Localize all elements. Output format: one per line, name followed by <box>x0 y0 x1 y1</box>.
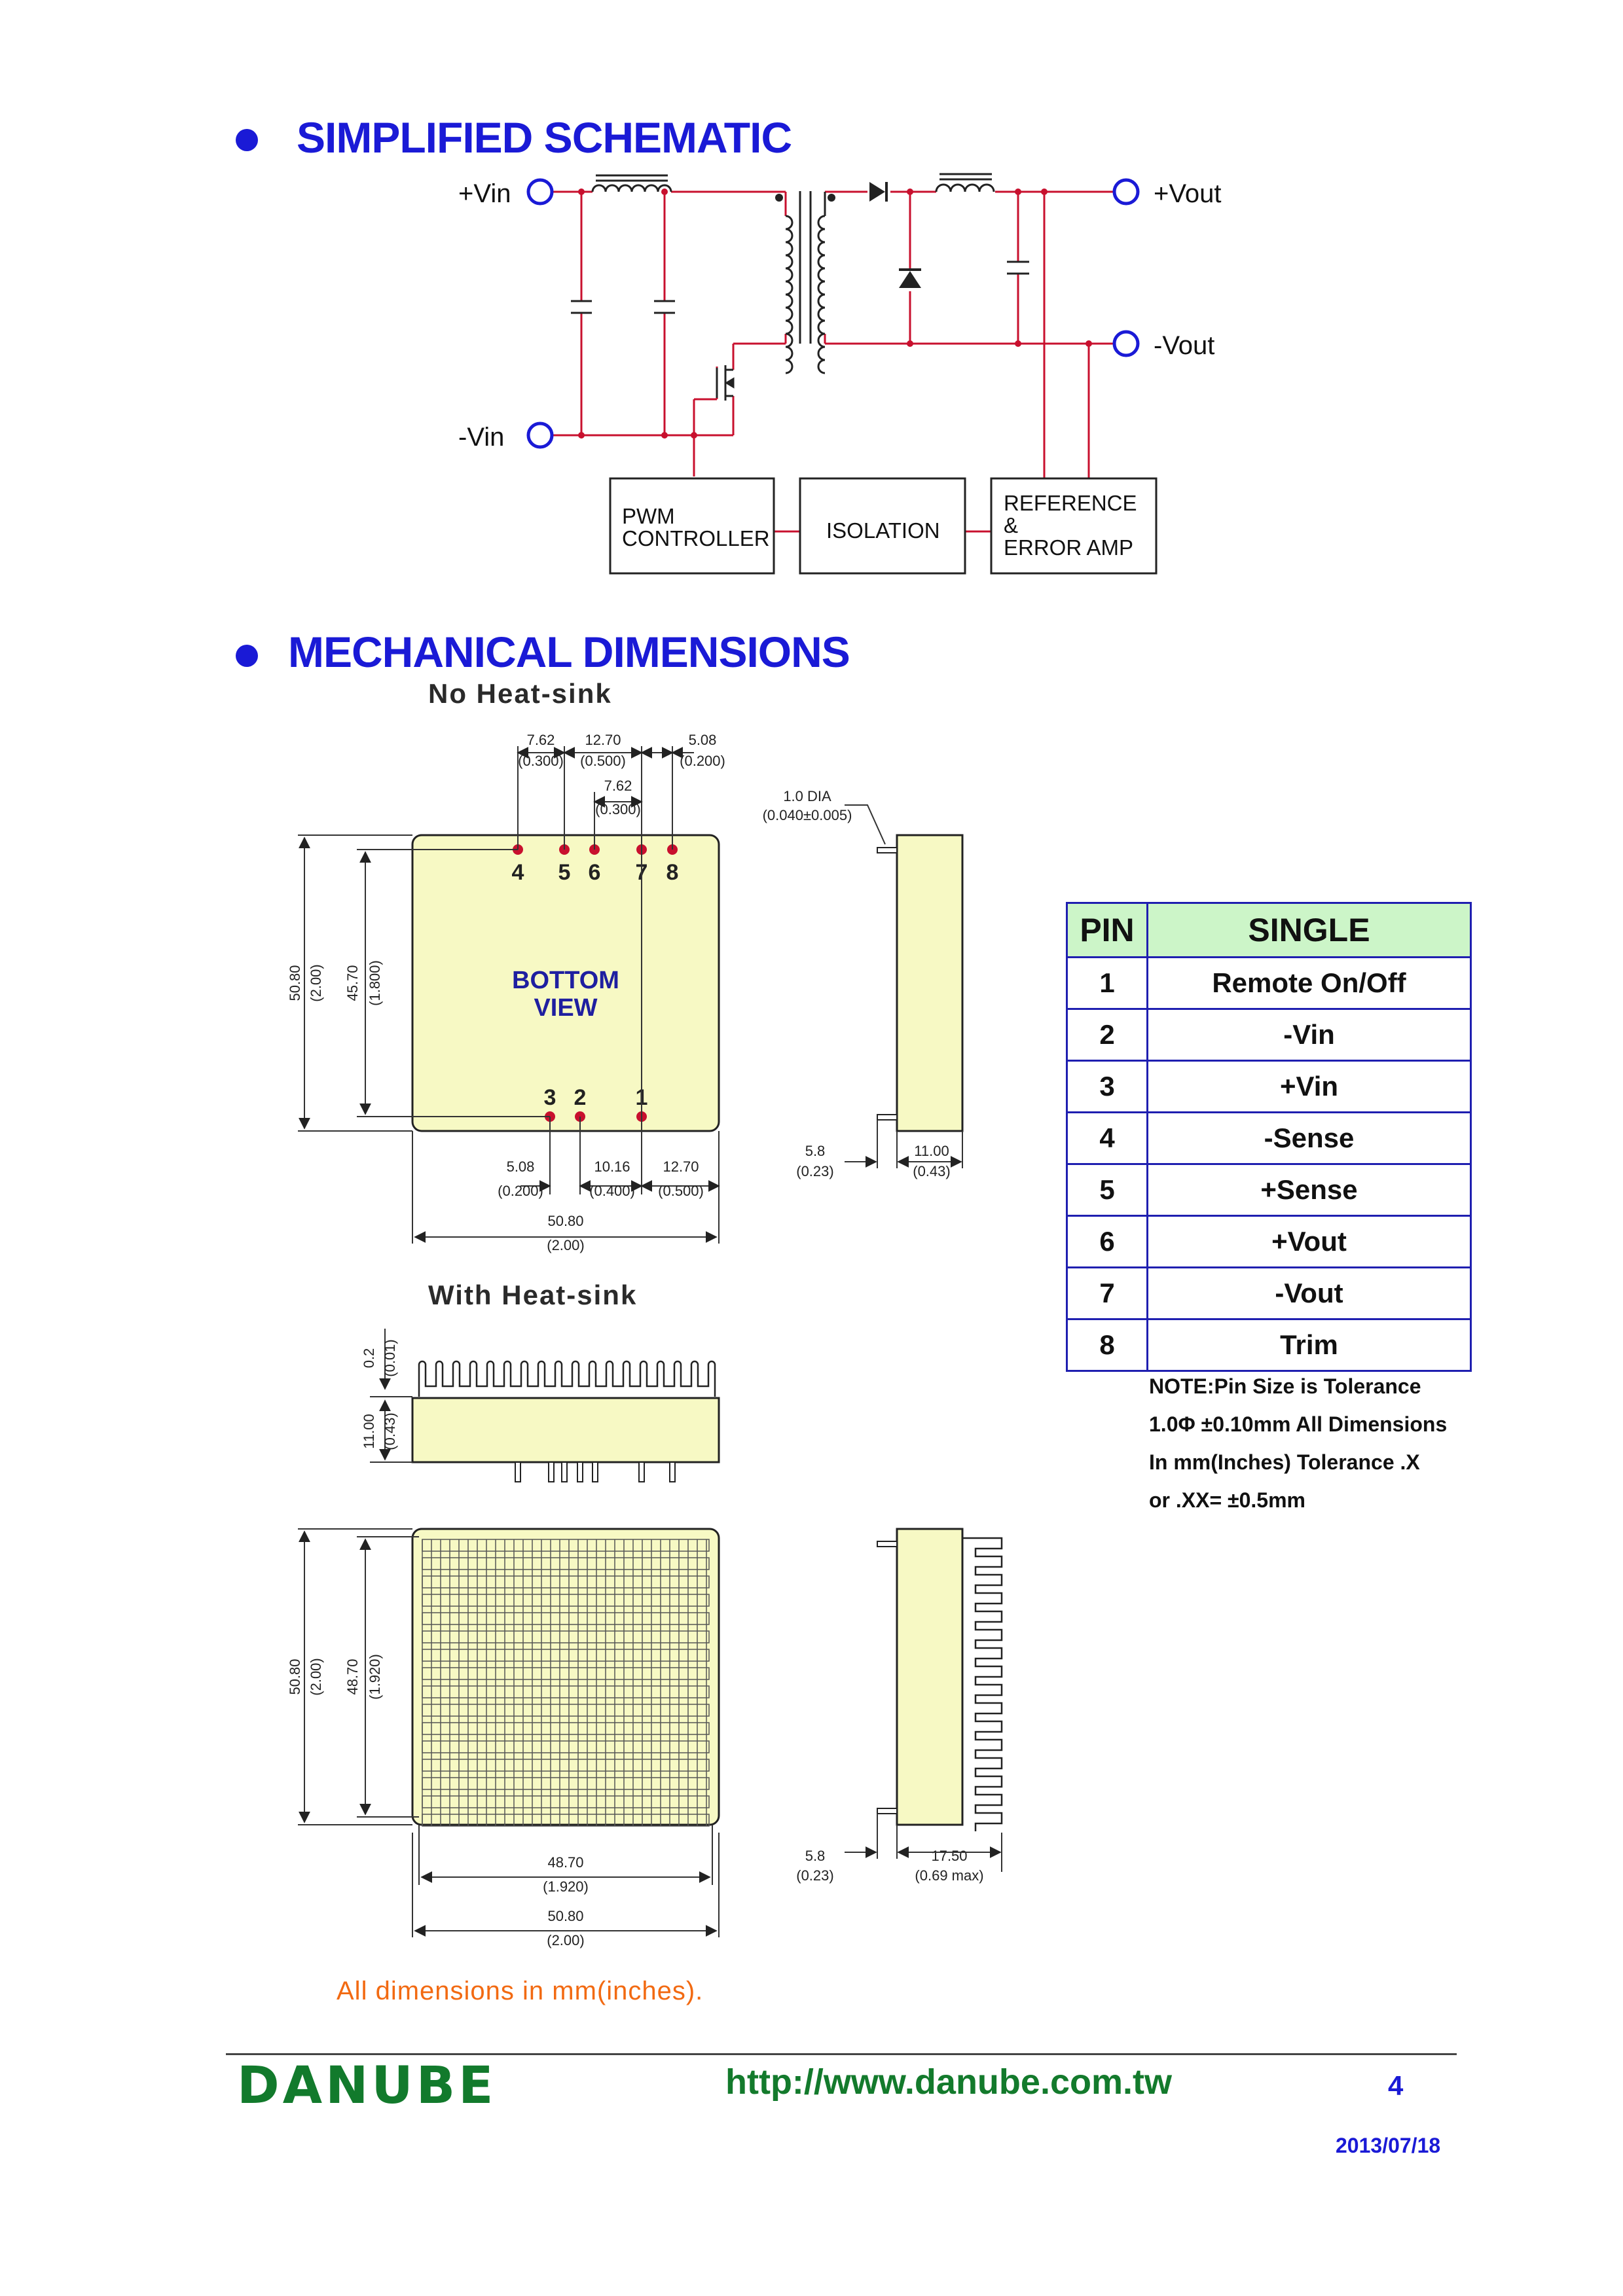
pin-num-8: 8 <box>666 860 679 885</box>
note-line-1: NOTE:Pin Size is Tolerance <box>1149 1374 1421 1398</box>
hs-left-dim-2-in: (1.920) <box>367 1654 383 1700</box>
side-pin-mm: 5.8 <box>805 1143 826 1159</box>
heatsink-top-view <box>412 1529 719 1826</box>
left-dim-2-in: (1.800) <box>367 960 383 1006</box>
hs-gap-mm: 0.2 <box>361 1348 377 1369</box>
pin-cell: 7 <box>1067 1268 1148 1319</box>
hs-side-height-mm: 17.50 <box>931 1848 968 1864</box>
hs-body-in: (0.43) <box>382 1412 398 1450</box>
ref-label-2: & <box>1004 513 1019 537</box>
note-line-4: or .XX= ±0.5mm <box>1149 1488 1305 1512</box>
bottom-view-label-1: BOTTOM <box>512 967 619 994</box>
left-dim-1-in: (2.00) <box>308 964 324 1002</box>
pin-cell: 8 <box>1067 1319 1148 1371</box>
ref-label-1: REFERENCE <box>1004 491 1137 515</box>
ref-label-3: ERROR AMP <box>1004 535 1134 560</box>
function-cell: +Sense <box>1148 1164 1471 1216</box>
vout-minus-terminal <box>1114 332 1138 355</box>
pin-num-6: 6 <box>588 860 601 885</box>
rectifier-diode <box>869 182 885 202</box>
document-date: 2013/07/18 <box>1336 2134 1441 2157</box>
dim-top-1-in: (0.300) <box>518 753 564 769</box>
dim-top-3-mm: 5.08 <box>688 732 717 748</box>
dim-width-mm: 50.80 <box>547 1213 584 1229</box>
pwm-label-2: CONTROLLER <box>622 526 770 550</box>
vin-plus-label: +Vin <box>458 179 511 208</box>
dim-top-3-in: (0.200) <box>680 753 725 769</box>
bottom-view-label-2: VIEW <box>534 994 598 1022</box>
vin-minus-label: -Vin <box>458 423 505 452</box>
schematic-title: SIMPLIFIED SCHEMATIC <box>297 113 792 162</box>
website-link[interactable]: http://www.danube.com.tw <box>725 2062 1172 2102</box>
hs-left-dim-1-in: (2.00) <box>308 1658 324 1696</box>
pin-num-2: 2 <box>574 1085 587 1110</box>
pin-cell: 1 <box>1067 958 1148 1009</box>
dimensions-note: All dimensions in mm(inches). <box>337 1977 704 2005</box>
mechanical-title: MECHANICAL DIMENSIONS <box>288 628 850 676</box>
dim-bottom-1-mm: 5.08 <box>506 1158 535 1175</box>
isolation-label: ISOLATION <box>826 518 940 543</box>
side-height-in: (0.43) <box>913 1163 951 1179</box>
pin-num-7: 7 <box>635 860 648 885</box>
pin-num-3: 3 <box>543 1085 556 1110</box>
page-number: 4 <box>1388 2070 1404 2101</box>
pin-cell: 5 <box>1067 1164 1148 1216</box>
with-heatsink-title: With Heat-sink <box>428 1280 638 1310</box>
function-cell: Trim <box>1148 1319 1471 1371</box>
pin-cell: 2 <box>1067 1009 1148 1061</box>
pwm-label-1: PWM <box>622 504 675 528</box>
function-cell: -Vin <box>1148 1009 1471 1061</box>
left-dim-1-mm: 50.80 <box>287 965 303 1001</box>
heatsink-profile <box>412 1361 719 1482</box>
pin-table <box>1066 902 1472 1372</box>
heatsink-side-view <box>877 1529 1002 1831</box>
brand-logo: DANUBE <box>237 2056 497 2115</box>
pin-num-1: 1 <box>635 1085 648 1110</box>
hs-overall-width-in: (2.00) <box>547 1932 585 1948</box>
dim-top-4-in: (0.300) <box>595 801 641 817</box>
dim-bottom-3-mm: 12.70 <box>663 1158 699 1175</box>
hs-overall-width-mm: 50.80 <box>547 1908 584 1924</box>
vout-plus-label: +Vout <box>1154 179 1222 208</box>
vout-minus-label: -Vout <box>1154 331 1215 360</box>
no-heatsink-title: No Heat-sink <box>428 678 612 709</box>
hs-body-mm: 11.00 <box>361 1414 377 1449</box>
hs-inner-width-mm: 48.70 <box>547 1854 584 1871</box>
side-height-mm: 11.00 <box>914 1143 949 1159</box>
note-line-2: 1.0Φ ±0.10mm All Dimensions <box>1149 1412 1448 1436</box>
pin-cell: 3 <box>1067 1061 1148 1113</box>
hs-side-pin-mm: 5.8 <box>805 1848 826 1864</box>
pin-dia-mm: 1.0 DIA <box>783 788 831 804</box>
function-cell: -Vout <box>1148 1268 1471 1319</box>
function-cell: -Sense <box>1148 1113 1471 1164</box>
function-cell: +Vin <box>1148 1061 1471 1113</box>
function-cell: +Vout <box>1148 1216 1471 1268</box>
dim-bottom-3-in: (0.500) <box>658 1183 704 1199</box>
single-header: SINGLE <box>1148 903 1471 958</box>
dim-bottom-2-in: (0.400) <box>589 1183 635 1199</box>
hs-side-pin-in: (0.23) <box>796 1867 834 1884</box>
hs-left-dim-1-mm: 50.80 <box>287 1659 303 1695</box>
side-pin-in: (0.23) <box>796 1163 834 1179</box>
side-view-module <box>877 835 962 1131</box>
hs-left-dim-2-mm: 48.70 <box>344 1659 361 1695</box>
dim-bottom-1-in: (0.200) <box>498 1183 543 1199</box>
bottom-view-module <box>412 835 719 1131</box>
pin-num-4: 4 <box>511 860 524 885</box>
vout-plus-terminal <box>1114 180 1138 204</box>
schematic <box>550 192 1113 531</box>
freewheel-diode <box>899 271 921 288</box>
dim-top-2-mm: 12.70 <box>585 732 621 748</box>
pin-cell: 4 <box>1067 1113 1148 1164</box>
hs-side-height-in: (0.69 max) <box>915 1867 984 1884</box>
pin-header: PIN <box>1067 903 1148 958</box>
footer-divider <box>226 2053 1457 2055</box>
pin-cell: 6 <box>1067 1216 1148 1268</box>
hs-inner-width-in: (1.920) <box>543 1878 589 1895</box>
dim-bottom-2-mm: 10.16 <box>594 1158 630 1175</box>
vin-minus-terminal <box>528 423 552 447</box>
left-dim-2-mm: 45.70 <box>344 965 361 1001</box>
function-cell: Remote On/Off <box>1148 958 1471 1009</box>
note-line-3: In mm(Inches) Tolerance .X <box>1149 1450 1420 1474</box>
hs-gap-in: (0.01) <box>382 1339 398 1377</box>
vin-plus-terminal <box>528 180 552 204</box>
pin-num-5: 5 <box>558 860 571 885</box>
dim-top-1-mm: 7.62 <box>526 732 555 748</box>
pin-dia-in: (0.040±0.005) <box>762 807 852 823</box>
dim-top-4-mm: 7.62 <box>604 778 632 794</box>
dim-top-2-in: (0.500) <box>580 753 626 769</box>
dim-width-in: (2.00) <box>547 1237 585 1253</box>
